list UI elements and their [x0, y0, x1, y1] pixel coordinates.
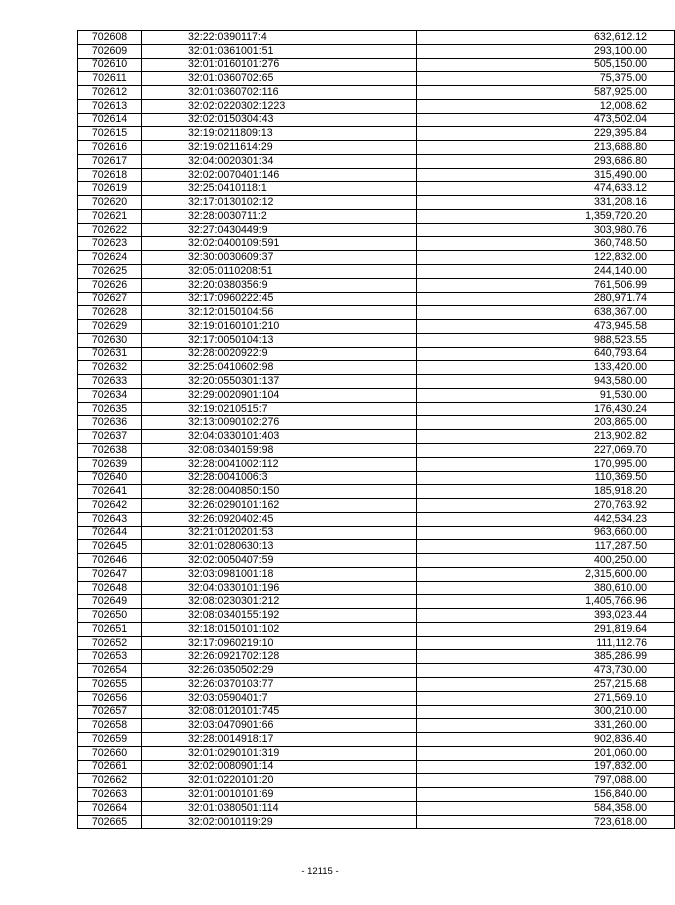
cadastral-value-cell: 185,918.20 — [417, 485, 675, 499]
record-number-cell: 702657 — [78, 705, 142, 719]
record-number-cell: 702638 — [78, 443, 142, 457]
cadastral-value-cell: 244,140.00 — [417, 265, 675, 279]
cadastral-value-cell: 280,971.74 — [417, 292, 675, 306]
cadastral-number-cell: 32:28:0041006:3 — [142, 471, 417, 485]
record-number-cell: 702609 — [78, 44, 142, 58]
record-number-cell: 702641 — [78, 485, 142, 499]
record-number-cell: 702644 — [78, 526, 142, 540]
table-row — [78, 72, 675, 86]
record-number-cell: 702621 — [78, 209, 142, 223]
table-row — [78, 265, 675, 279]
table-row — [78, 99, 675, 113]
cadastral-value-cell: 2,315,600.00 — [417, 567, 675, 581]
cadastral-value-cell: 110,369.50 — [417, 471, 675, 485]
cadastral-number-cell: 32:26:0370103:77 — [142, 677, 417, 691]
table-row — [78, 375, 675, 389]
cadastral-number-cell: 32:01:0220101:20 — [142, 774, 417, 788]
record-number-cell: 702647 — [78, 567, 142, 581]
cadastral-number-cell: 32:03:0981001:18 — [142, 567, 417, 581]
record-number-cell: 702633 — [78, 375, 142, 389]
table-row — [78, 636, 675, 650]
cadastral-number-cell: 32:29:0020901:104 — [142, 388, 417, 402]
cadastral-number-cell: 32:18:0150101:102 — [142, 622, 417, 636]
table-row — [78, 154, 675, 168]
cadastral-number-cell: 32:03:0470901:66 — [142, 719, 417, 733]
table-row — [78, 416, 675, 430]
cadastral-number-cell: 32:20:0550301:137 — [142, 375, 417, 389]
table-row — [78, 622, 675, 636]
table-row — [78, 196, 675, 210]
record-number-cell: 702661 — [78, 760, 142, 774]
record-number-cell: 702660 — [78, 746, 142, 760]
table-row — [78, 664, 675, 678]
record-number-cell: 702653 — [78, 650, 142, 664]
cadastral-value-cell: 213,688.80 — [417, 141, 675, 155]
table-row — [78, 719, 675, 733]
table-row — [78, 237, 675, 251]
cadastral-value-cell: 963,660.00 — [417, 526, 675, 540]
record-number-cell: 702649 — [78, 595, 142, 609]
cadastral-value-cell: 723,618.00 — [417, 815, 675, 829]
record-number-cell: 702656 — [78, 691, 142, 705]
record-number-cell: 702608 — [78, 31, 142, 45]
record-number-cell: 702655 — [78, 677, 142, 691]
record-number-cell: 702610 — [78, 58, 142, 72]
table-row — [78, 609, 675, 623]
record-number-cell: 702654 — [78, 664, 142, 678]
record-number-cell: 702624 — [78, 251, 142, 265]
table-row — [78, 388, 675, 402]
cadastral-value-cell: 442,534.23 — [417, 512, 675, 526]
cadastral-number-cell: 32:28:0020922:9 — [142, 347, 417, 361]
cadastral-number-cell: 32:01:0360702:116 — [142, 86, 417, 100]
record-number-cell: 702616 — [78, 141, 142, 155]
table-row — [78, 168, 675, 182]
cadastral-number-cell: 32:19:0210515:7 — [142, 402, 417, 416]
record-number-cell: 702620 — [78, 196, 142, 210]
table-row — [78, 361, 675, 375]
cadastral-number-cell: 32:25:0410602:98 — [142, 361, 417, 375]
table-row — [78, 457, 675, 471]
table-row — [78, 733, 675, 747]
cadastral-value-cell: 1,405,766.96 — [417, 595, 675, 609]
cadastral-number-cell: 32:08:0230301:212 — [142, 595, 417, 609]
record-number-cell: 702640 — [78, 471, 142, 485]
cadastral-number-cell: 32:01:0360702:65 — [142, 72, 417, 86]
cadastral-value-cell: 474,633.12 — [417, 182, 675, 196]
cadastral-value-cell: 12,008.62 — [417, 99, 675, 113]
record-number-cell: 702645 — [78, 540, 142, 554]
table-row — [78, 485, 675, 499]
cadastral-number-cell: 32:02:0080901:14 — [142, 760, 417, 774]
cadastral-value-cell: 761,506.99 — [417, 278, 675, 292]
table-row — [78, 581, 675, 595]
record-number-cell: 702663 — [78, 788, 142, 802]
cadastral-number-cell: 32:13:0090102:276 — [142, 416, 417, 430]
cadastral-value-cell: 270,763.92 — [417, 499, 675, 513]
table-row — [78, 774, 675, 788]
cadastral-number-cell: 32:19:0211614:29 — [142, 141, 417, 155]
record-number-cell: 702659 — [78, 733, 142, 747]
cadastral-value-cell: 271,569.10 — [417, 691, 675, 705]
table-row — [78, 44, 675, 58]
record-number-cell: 702658 — [78, 719, 142, 733]
table-row — [78, 182, 675, 196]
cadastral-number-cell: 32:27:0430449:9 — [142, 223, 417, 237]
table-row — [78, 650, 675, 664]
table-row — [78, 402, 675, 416]
record-number-cell: 702611 — [78, 72, 142, 86]
cadastral-number-cell: 32:25:0410118:1 — [142, 182, 417, 196]
cadastral-number-cell: 32:26:0920402:45 — [142, 512, 417, 526]
cadastral-number-cell: 32:26:0921702:128 — [142, 650, 417, 664]
cadastral-value-cell: 213,902.82 — [417, 430, 675, 444]
cadastral-number-cell: 32:30:0030609:37 — [142, 251, 417, 265]
cadastral-value-cell: 797,088.00 — [417, 774, 675, 788]
cadastral-number-cell: 32:21:0120201:53 — [142, 526, 417, 540]
record-number-cell: 702628 — [78, 306, 142, 320]
table-row — [78, 554, 675, 568]
table-row — [78, 815, 675, 829]
table-row — [78, 512, 675, 526]
record-number-cell: 702637 — [78, 430, 142, 444]
cadastral-value-cell: 91,530.00 — [417, 388, 675, 402]
cadastral-value-cell: 293,686.80 — [417, 154, 675, 168]
record-number-cell: 702636 — [78, 416, 142, 430]
cadastral-number-cell: 32:01:0290101:319 — [142, 746, 417, 760]
cadastral-value-cell: 360,748.50 — [417, 237, 675, 251]
table-row — [78, 223, 675, 237]
table-row — [78, 443, 675, 457]
table-row — [78, 251, 675, 265]
record-number-cell: 702652 — [78, 636, 142, 650]
cadastral-value-cell: 75,375.00 — [417, 72, 675, 86]
cadastral-number-cell: 32:04:0330101:403 — [142, 430, 417, 444]
cadastral-number-cell: 32:17:0960219:10 — [142, 636, 417, 650]
cadastral-value-cell: 902,836.40 — [417, 733, 675, 747]
table-row — [78, 320, 675, 334]
record-number-cell: 702615 — [78, 127, 142, 141]
cadastral-value-cell: 380,610.00 — [417, 581, 675, 595]
record-number-cell: 702664 — [78, 801, 142, 815]
cadastral-value-cell: 587,925.00 — [417, 86, 675, 100]
record-number-cell: 702623 — [78, 237, 142, 251]
table-row — [78, 141, 675, 155]
table-row — [78, 430, 675, 444]
table-row — [78, 499, 675, 513]
cadastral-number-cell: 32:08:0120101:745 — [142, 705, 417, 719]
cadastral-value-cell: 393,023.44 — [417, 609, 675, 623]
cadastral-value-cell: 111,112.76 — [417, 636, 675, 650]
cadastral-value-cell: 473,502.04 — [417, 113, 675, 127]
cadastral-value-cell: 331,208.16 — [417, 196, 675, 210]
table-row — [78, 691, 675, 705]
cadastral-number-cell: 32:28:0040850:150 — [142, 485, 417, 499]
cadastral-number-cell: 32:28:0041002:112 — [142, 457, 417, 471]
cadastral-number-cell: 32:08:0340155:192 — [142, 609, 417, 623]
table-row — [78, 788, 675, 802]
table-row — [78, 526, 675, 540]
page-number: - 12115 - — [301, 866, 339, 877]
cadastral-number-cell: 32:04:0330101:196 — [142, 581, 417, 595]
table-row — [78, 209, 675, 223]
cadastral-number-cell: 32:19:0211809:13 — [142, 127, 417, 141]
cadastral-number-cell: 32:17:0960222:45 — [142, 292, 417, 306]
cadastral-value-cell: 229,395.84 — [417, 127, 675, 141]
cadastral-number-cell: 32:02:0050407:59 — [142, 554, 417, 568]
cadastral-value-cell: 943,580.00 — [417, 375, 675, 389]
cadastral-number-cell: 32:02:0010119:29 — [142, 815, 417, 829]
cadastral-number-cell: 32:02:0220302:1223 — [142, 99, 417, 113]
cadastral-value-cell: 473,945.58 — [417, 320, 675, 334]
table-row — [78, 127, 675, 141]
table-row — [78, 347, 675, 361]
cadastral-value-cell: 117,287.50 — [417, 540, 675, 554]
cadastral-value-cell: 640,793.64 — [417, 347, 675, 361]
cadastral-value-cell: 315,490.00 — [417, 168, 675, 182]
record-number-cell: 702632 — [78, 361, 142, 375]
cadastral-number-cell: 32:12:0150104:56 — [142, 306, 417, 320]
record-number-cell: 702651 — [78, 622, 142, 636]
table-row — [78, 705, 675, 719]
record-number-cell: 702625 — [78, 265, 142, 279]
record-number-cell: 702630 — [78, 333, 142, 347]
record-number-cell: 702648 — [78, 581, 142, 595]
cadastral-value-cell: 201,060.00 — [417, 746, 675, 760]
table-row — [78, 540, 675, 554]
record-number-cell: 702665 — [78, 815, 142, 829]
cadastral-value-cell: 303,980.76 — [417, 223, 675, 237]
table-row — [78, 746, 675, 760]
cadastral-number-cell: 32:17:0130102:12 — [142, 196, 417, 210]
table-row — [78, 278, 675, 292]
table-row — [78, 86, 675, 100]
record-number-cell: 702639 — [78, 457, 142, 471]
record-number-cell: 702619 — [78, 182, 142, 196]
cadastral-value-cell: 1,359,720.20 — [417, 209, 675, 223]
cadastral-value-cell: 176,430.24 — [417, 402, 675, 416]
record-number-cell: 702662 — [78, 774, 142, 788]
cadastral-number-cell: 32:04:0020301:34 — [142, 154, 417, 168]
cadastral-number-cell: 32:26:0350502:29 — [142, 664, 417, 678]
cadastral-value-cell: 473,730.00 — [417, 664, 675, 678]
record-number-cell: 702618 — [78, 168, 142, 182]
record-number-cell: 702650 — [78, 609, 142, 623]
record-number-cell: 702614 — [78, 113, 142, 127]
cadastral-value-cell: 293,100.00 — [417, 44, 675, 58]
cadastral-value-cell: 122,832.00 — [417, 251, 675, 265]
cadastral-value-cell: 170,995.00 — [417, 457, 675, 471]
record-number-cell: 702622 — [78, 223, 142, 237]
table-row — [78, 113, 675, 127]
table-row — [78, 58, 675, 72]
cadastral-value-cell: 632,612.12 — [417, 31, 675, 45]
cadastral-number-cell: 32:22:0390117:4 — [142, 31, 417, 45]
table-row — [78, 31, 675, 45]
table-row — [78, 677, 675, 691]
cadastral-value-cell: 257,215.68 — [417, 677, 675, 691]
record-number-cell: 702634 — [78, 388, 142, 402]
cadastral-number-cell: 32:02:0150304:43 — [142, 113, 417, 127]
cadastral-value-cell: 385,286.99 — [417, 650, 675, 664]
cadastral-number-cell: 32:01:0361001:51 — [142, 44, 417, 58]
table-row — [78, 292, 675, 306]
table-row — [78, 595, 675, 609]
cadastral-value-table — [77, 30, 675, 829]
cadastral-value-cell: 203,865.00 — [417, 416, 675, 430]
cadastral-number-cell: 32:01:0380501:114 — [142, 801, 417, 815]
cadastral-number-cell: 32:02:0400109:591 — [142, 237, 417, 251]
cadastral-number-cell: 32:28:0030711:2 — [142, 209, 417, 223]
cadastral-value-cell: 300,210.00 — [417, 705, 675, 719]
cadastral-number-cell: 32:20:0380356:9 — [142, 278, 417, 292]
table-body — [78, 31, 675, 829]
cadastral-number-cell: 32:17:0050104:13 — [142, 333, 417, 347]
cadastral-value-cell: 331,260.00 — [417, 719, 675, 733]
cadastral-number-cell: 32:26:0290101:162 — [142, 499, 417, 513]
table-row — [78, 306, 675, 320]
cadastral-value-cell: 291,819.64 — [417, 622, 675, 636]
table-row — [78, 567, 675, 581]
table-row — [78, 801, 675, 815]
record-number-cell: 702642 — [78, 499, 142, 513]
cadastral-number-cell: 32:28:0014918:17 — [142, 733, 417, 747]
record-number-cell: 702631 — [78, 347, 142, 361]
record-number-cell: 702646 — [78, 554, 142, 568]
cadastral-value-cell: 400,250.00 — [417, 554, 675, 568]
cadastral-value-cell: 988,523.55 — [417, 333, 675, 347]
record-number-cell: 702643 — [78, 512, 142, 526]
cadastral-number-cell: 32:01:0010101:69 — [142, 788, 417, 802]
record-number-cell: 702626 — [78, 278, 142, 292]
cadastral-value-cell: 227,069.70 — [417, 443, 675, 457]
record-number-cell: 702613 — [78, 99, 142, 113]
cadastral-number-cell: 32:01:0280630:13 — [142, 540, 417, 554]
record-number-cell: 702617 — [78, 154, 142, 168]
record-number-cell: 702627 — [78, 292, 142, 306]
cadastral-number-cell: 32:08:0340159:98 — [142, 443, 417, 457]
record-number-cell: 702629 — [78, 320, 142, 334]
cadastral-value-cell: 156,840.00 — [417, 788, 675, 802]
record-number-cell: 702612 — [78, 86, 142, 100]
cadastral-value-cell: 197,832.00 — [417, 760, 675, 774]
table-row — [78, 333, 675, 347]
cadastral-number-cell: 32:19:0160101:210 — [142, 320, 417, 334]
cadastral-number-cell: 32:05:0110208:51 — [142, 265, 417, 279]
cadastral-value-cell: 584,358.00 — [417, 801, 675, 815]
cadastral-value-cell: 133,420.00 — [417, 361, 675, 375]
record-number-cell: 702635 — [78, 402, 142, 416]
cadastral-value-cell: 638,367.00 — [417, 306, 675, 320]
cadastral-number-cell: 32:02:0070401:146 — [142, 168, 417, 182]
cadastral-number-cell: 32:03:0590401:7 — [142, 691, 417, 705]
cadastral-value-cell: 505,150.00 — [417, 58, 675, 72]
cadastral-number-cell: 32:01:0160101:276 — [142, 58, 417, 72]
table-row — [78, 760, 675, 774]
table-row — [78, 471, 675, 485]
